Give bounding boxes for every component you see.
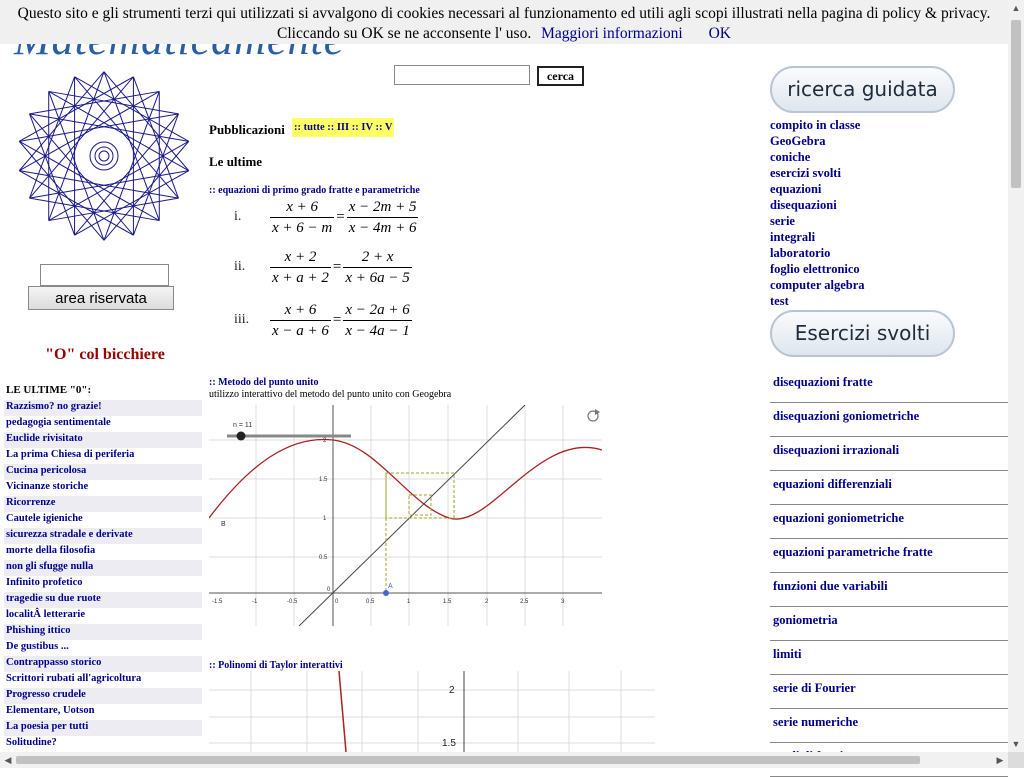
equation-row <box>234 245 412 289</box>
latest-link[interactable]: Contrappasso storico <box>6 657 102 668</box>
scrollbar-thumb[interactable] <box>1011 20 1021 188</box>
origin-label: 0 <box>327 587 331 593</box>
guided-link[interactable]: coniche <box>770 150 811 164</box>
list-item[interactable] <box>770 709 1008 743</box>
x-tick: 2 <box>485 599 489 605</box>
scroll-right-icon[interactable]: ▶ <box>996 755 1004 765</box>
x-tick: 3 <box>561 599 565 605</box>
list-item[interactable] <box>4 704 202 720</box>
y-tick: 0.5 <box>319 555 328 561</box>
vertical-scrollbar[interactable] <box>1008 0 1024 752</box>
scrollbar-thumb[interactable] <box>16 756 920 764</box>
x-tick: 1.5 <box>443 599 452 605</box>
list-item[interactable] <box>770 437 1008 471</box>
exercise-link[interactable]: equazioni differenziali <box>773 477 892 491</box>
list-item[interactable] <box>4 656 202 672</box>
list-item[interactable] <box>4 544 202 560</box>
list-item[interactable] <box>770 471 1008 505</box>
search-button[interactable]: cerca <box>537 66 584 86</box>
section-title: "O" col bicchiere <box>45 346 165 363</box>
equation-number: i. <box>234 209 242 224</box>
latest-link[interactable]: non gli sfugge nulla <box>6 561 94 572</box>
x-tick: -1 <box>252 599 258 605</box>
x-tick: -1.5 <box>212 599 223 605</box>
login-button[interactable]: area riservata <box>28 286 174 310</box>
latest-label: LE ULTIME "0": <box>6 384 92 396</box>
list-item[interactable] <box>4 592 202 608</box>
applet-background <box>209 671 655 752</box>
fraction <box>343 247 411 288</box>
list-item[interactable] <box>770 573 1008 607</box>
latest-link[interactable]: Ricorrenze <box>6 497 56 508</box>
latest-link[interactable]: Euclide rivisitato <box>6 433 83 444</box>
equals-sign: = <box>332 258 342 275</box>
list-item[interactable] <box>4 576 202 592</box>
latest-link[interactable]: pedagogia sentimentale <box>6 417 111 428</box>
guided-search-links <box>770 117 865 309</box>
equation-number: ii. <box>234 259 246 274</box>
publications-label: Pubblicazioni <box>209 122 285 137</box>
list-item[interactable] <box>770 293 865 309</box>
x-tick: 2.5 <box>520 599 529 605</box>
cookie-text-line1: Questo sito e gli strumenti terzi qui utilizzati si avvalgono di cookies necessari al funzionamento ed utili agli scopi illustrati nella pagina di policy & privacy. <box>17 5 991 22</box>
equations-section-title[interactable]: :: equazioni di primo grado fratte e parametriche <box>209 185 420 196</box>
list-item[interactable] <box>4 480 202 496</box>
fixed-point-subtitle: utilizzo interattivo del metodo del punto unito con Geogebra <box>209 389 452 400</box>
equation-row <box>234 195 418 239</box>
guided-link[interactable]: serie <box>770 214 795 228</box>
denominator: x − 4m + 6 <box>347 217 419 238</box>
exercise-link[interactable]: goniometria <box>773 613 838 627</box>
latest-link[interactable]: Cautele igieniche <box>6 513 83 524</box>
list-item[interactable] <box>4 464 202 480</box>
exercise-link[interactable]: disequazioni fratte <box>773 375 873 389</box>
latest-link[interactable]: Infinito profetico <box>6 577 83 588</box>
numerator: x + 6 <box>286 198 318 215</box>
latest-link[interactable]: La prima Chiesa di periferia <box>6 449 135 460</box>
point-a[interactable] <box>383 590 389 596</box>
list-item[interactable] <box>770 607 1008 641</box>
list-item[interactable] <box>770 403 1008 437</box>
denominator: x + a + 2 <box>270 267 331 288</box>
fraction <box>270 300 331 341</box>
denominator: x + 6 − m <box>270 217 334 238</box>
list-item[interactable] <box>4 672 202 688</box>
denominator: x + 6a − 5 <box>343 267 411 288</box>
slider-label: n = 11 <box>233 422 253 429</box>
more-info-link[interactable]: Maggiori informazioni <box>541 25 683 42</box>
fixed-point-title[interactable]: :: Metodo del punto unito <box>209 377 319 388</box>
latest-link[interactable]: sicurezza stradale e derivate <box>6 529 133 540</box>
latest-link[interactable]: localitÂ letterarie <box>6 609 85 620</box>
list-item[interactable] <box>770 675 1008 709</box>
numerator: x + 2 <box>284 248 317 265</box>
latest-heading: Le ultime <box>209 154 263 169</box>
y-tick: 1.5 <box>442 738 456 749</box>
list-item[interactable] <box>770 165 865 181</box>
list-item[interactable] <box>4 560 202 576</box>
exercises-button[interactable]: Esercizi svolti <box>770 310 955 357</box>
list-item[interactable] <box>770 181 865 197</box>
numerator: x − 2a + 6 <box>345 301 410 318</box>
fraction <box>270 247 331 288</box>
horizontal-scrollbar[interactable] <box>0 752 1008 768</box>
scroll-up-icon[interactable]: ▲ <box>1011 3 1021 13</box>
x-tick: 0.5 <box>366 599 375 605</box>
latest-list <box>4 400 202 752</box>
fraction <box>270 197 334 238</box>
cookie-banner <box>0 0 1008 44</box>
list-item[interactable] <box>770 149 865 165</box>
list-item[interactable] <box>770 539 1008 573</box>
list-item[interactable] <box>770 133 865 149</box>
guided-link[interactable]: GeoGebra <box>770 134 826 148</box>
numerator: x + 6 <box>284 301 317 318</box>
exercise-link[interactable]: serie numeriche <box>773 715 859 729</box>
equation-row <box>234 298 412 342</box>
latest-link[interactable]: Elementare, Uotson <box>6 705 95 716</box>
point-b-label: B <box>221 521 226 528</box>
list-item[interactable] <box>4 720 202 736</box>
latest-link[interactable]: Solitudine? <box>6 737 57 748</box>
numerator: x − 2m + 5 <box>348 198 417 215</box>
list-item[interactable] <box>4 528 202 544</box>
list-item[interactable] <box>4 688 202 704</box>
latest-link[interactable]: Cucina pericolosa <box>6 465 87 476</box>
cookie-text-line2-row <box>0 24 1008 44</box>
list-item[interactable] <box>4 432 202 448</box>
x-tick: 0 <box>335 599 339 605</box>
list-item[interactable] <box>770 261 865 277</box>
x-tick: 1 <box>407 599 411 605</box>
list-item[interactable] <box>770 369 1008 403</box>
scroll-left-icon[interactable]: ◀ <box>4 755 12 765</box>
numerator: 2 + x <box>361 248 394 265</box>
geogebra-taylor-applet[interactable] <box>209 671 655 752</box>
publications-links[interactable]: :: tutte :: III :: IV :: V <box>292 118 394 137</box>
y-tick: 1 <box>323 516 327 522</box>
list-item[interactable] <box>770 117 865 133</box>
y-tick: 2 <box>323 438 327 444</box>
list-item[interactable] <box>4 512 202 528</box>
exercise-link[interactable]: limiti <box>773 647 802 661</box>
fraction <box>343 300 411 341</box>
guided-link[interactable]: disequazioni <box>770 198 837 212</box>
list-item[interactable] <box>770 245 865 261</box>
y-tick: 2 <box>449 685 455 696</box>
list-item[interactable] <box>4 400 202 416</box>
list-item[interactable] <box>4 640 202 656</box>
latest-link[interactable]: tragedie su due ruote <box>6 593 101 604</box>
list-item[interactable] <box>770 641 1008 675</box>
list-item[interactable] <box>770 277 865 293</box>
guided-link[interactable]: equazioni <box>770 182 822 196</box>
guided-link[interactable]: test <box>770 294 789 308</box>
login-field[interactable] <box>40 264 169 286</box>
exercise-link[interactable]: serie di Fourier <box>773 681 856 695</box>
list-item[interactable] <box>4 448 202 464</box>
cookie-text-line2: Cliccando su OK se ne acconsente l' uso. <box>277 25 532 42</box>
list-item[interactable] <box>4 496 202 512</box>
point-a-label: A <box>388 583 393 590</box>
list-item[interactable] <box>770 229 865 245</box>
y-tick: 1.5 <box>319 477 328 483</box>
cookie-ok-link[interactable]: OK <box>708 25 731 42</box>
star-logo-image <box>4 68 204 244</box>
guided-link[interactable]: computer algebra <box>770 278 865 292</box>
list-item[interactable] <box>4 624 202 640</box>
exercise-link[interactable]: funzioni due variabili <box>773 579 888 593</box>
list-item[interactable] <box>770 213 865 229</box>
exercise-link[interactable]: equazioni parametriche fratte <box>773 545 933 559</box>
guided-link[interactable]: laboratorio <box>770 246 831 260</box>
scrollbar-corner <box>1008 752 1024 768</box>
search-input[interactable] <box>394 65 530 85</box>
guided-link[interactable]: foglio elettronico <box>770 262 860 276</box>
list-item[interactable] <box>4 608 202 624</box>
slider-handle[interactable] <box>237 432 246 441</box>
fraction <box>347 197 419 238</box>
latest-link[interactable]: morte della filosofia <box>6 545 96 556</box>
list-item[interactable] <box>4 736 202 752</box>
guided-link[interactable]: integrali <box>770 230 816 244</box>
latest-link[interactable]: La poesia per tutti <box>6 721 89 732</box>
denominator: x − 4a − 1 <box>343 320 411 341</box>
taylor-title[interactable]: :: Polinomi di Taylor interattivi <box>209 660 343 671</box>
list-item[interactable] <box>770 197 865 213</box>
scroll-down-icon[interactable]: ▼ <box>1011 739 1021 749</box>
exercise-link[interactable]: disequazioni goniometriche <box>773 409 920 423</box>
exercise-links <box>770 369 1008 777</box>
guided-search-button[interactable]: ricerca guidata <box>770 66 955 113</box>
latest-link[interactable]: Razzismo? no grazie! <box>6 401 102 412</box>
latest-link[interactable]: Scrittori rubati all'agricoltura <box>6 673 142 684</box>
latest-link[interactable]: Phishing ittico <box>6 625 71 636</box>
guided-link[interactable]: esercizi svolti <box>770 166 841 180</box>
exercise-link[interactable]: disequazioni irrazionali <box>773 443 900 457</box>
latest-link[interactable]: Progresso crudele <box>6 689 86 700</box>
guided-link[interactable]: compito in classe <box>770 118 861 132</box>
denominator: x − a + 6 <box>270 320 331 341</box>
geogebra-fixed-point-applet[interactable] <box>209 405 602 626</box>
exercise-link[interactable]: equazioni goniometriche <box>773 511 904 525</box>
equals-sign: = <box>332 311 342 328</box>
latest-link[interactable]: De gustibus ... <box>6 641 69 652</box>
equation-number: iii. <box>234 312 250 327</box>
x-tick: -0.5 <box>287 599 298 605</box>
list-item[interactable] <box>4 416 202 432</box>
equals-sign: = <box>336 208 345 225</box>
latest-link[interactable]: Vicinanze storiche <box>6 481 89 492</box>
list-item[interactable] <box>770 505 1008 539</box>
